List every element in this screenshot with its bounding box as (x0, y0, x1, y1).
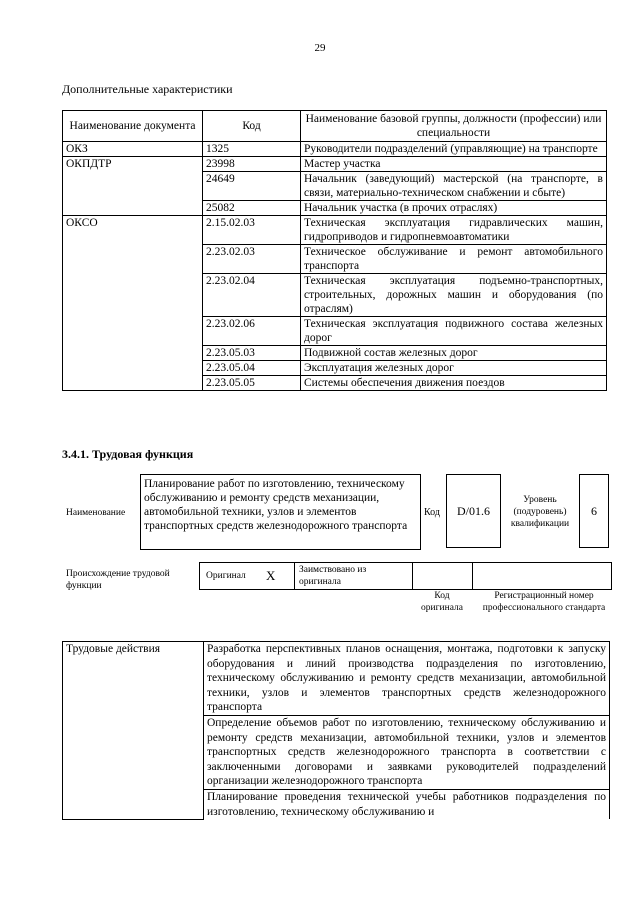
name-cell: Мастер участка (301, 157, 607, 172)
name-cell: Техническая эксплуатация подвижного состава железных дорог (301, 317, 607, 346)
action-item: Определение объемов работ по изготовлению, техническому обслуживанию и ремонту средств механизации, автомобильной техники, узлов и элементов транспортных средств железнодорожного транспорта в соответствии с заключенными договорами и заявками руководителей подразделений организации железнодорожного транспорта (204, 715, 610, 789)
code-cell: 2.23.05.03 (203, 346, 301, 361)
name-cell: Техническое обслуживание и ремонт автомобильного транспорта (301, 245, 607, 274)
header-name: Наименование базовой группы, должности (профессии) или специальности (301, 111, 607, 142)
name-cell: Техническая эксплуатация гидравлических машин, гидроприводов и гидропневмоавтоматики (301, 216, 607, 245)
divider (412, 563, 413, 589)
function-heading: 3.4.1. Трудовая функция (62, 447, 194, 461)
origin-table (199, 562, 612, 590)
table-header-row (63, 111, 607, 142)
name-cell: Подвижной состав железных дорог (301, 346, 607, 361)
table-row (63, 142, 607, 157)
code-cell: 1325 (203, 142, 301, 157)
name-label: Наименование (66, 508, 126, 518)
section-title: Дополнительные характеристики (62, 82, 233, 96)
original-label: Оригинал (206, 571, 246, 581)
code-cell: 2.23.02.04 (203, 274, 301, 317)
name-cell: Эксплуатация железных дорог (301, 361, 607, 376)
header-code: Код (203, 111, 301, 142)
code-cell: 2.23.02.06 (203, 317, 301, 346)
code-cell: 2.23.02.03 (203, 245, 301, 274)
table-row (63, 216, 607, 245)
doc-cell: ОКПДТР (63, 157, 203, 216)
code-label: Код (424, 507, 440, 518)
name-cell: Техническая эксплуатация подъемно-транспортных, строительных, дорожных машин и оборудования (по отраслям) (301, 274, 607, 317)
table-row (63, 157, 607, 172)
code-cell: 24649 (203, 172, 301, 201)
level-value-box: 6 (579, 474, 609, 548)
page-number: 29 (314, 42, 326, 54)
doc-cell: ОКЗ (63, 142, 203, 157)
code-cell: 2.23.05.05 (203, 376, 301, 391)
doc-cell: ОКСО (63, 216, 203, 391)
borrowed-label: Заимствовано из оригинала (299, 565, 367, 587)
code-cell: 23998 (203, 157, 301, 172)
function-name-box: Планирование работ по изготовлению, техническому обслуживанию и ремонту средств механизации, автомобильной техники, узлов и элементов транспортных средств железнодорожного транспорта (140, 474, 421, 550)
classification-table (62, 110, 607, 391)
divider (294, 563, 295, 589)
action-item: Разработка перспективных планов оснащения, монтажа, подготовки к запуску оборудования и линий производства подразделения по изготовлению, техническому обслуживанию и ремонту средств механизации, автомобильной техники, узлов и элементов транспортных средств железнодорожного транспорта (204, 642, 610, 716)
name-cell: Начальник (заведующий) мастерской (на транспорте, в связи, материально-техническом снабжении и сбыте) (301, 172, 607, 201)
level-label: Уровень (подуровень) квалификации (510, 495, 570, 529)
name-cell: Начальник участка (в прочих отраслях) (301, 201, 607, 216)
table-row (63, 642, 610, 716)
original-mark: X (266, 568, 276, 583)
reg-number-label: Регистрационный номер профессионального стандарта (482, 591, 606, 613)
code-cell: 25082 (203, 201, 301, 216)
header-doc: Наименование документа (63, 111, 203, 142)
divider (472, 563, 473, 589)
actions-table (62, 641, 610, 820)
origin-label: Происхождение трудовой функции (66, 569, 170, 591)
code-cell: 2.23.05.04 (203, 361, 301, 376)
code-cell: 2.15.02.03 (203, 216, 301, 245)
name-cell: Руководители подразделений (управляющие) на транспорте (301, 142, 607, 157)
code-original-label: Код оригинала (421, 591, 463, 613)
action-item: Планирование проведения технической учебы работников подразделения по изготовлению, техническому обслуживанию и (204, 789, 610, 819)
function-code-box: D/01.6 (446, 474, 501, 548)
actions-label: Трудовые действия (63, 642, 204, 820)
name-cell: Системы обеспечения движения поездов (301, 376, 607, 391)
